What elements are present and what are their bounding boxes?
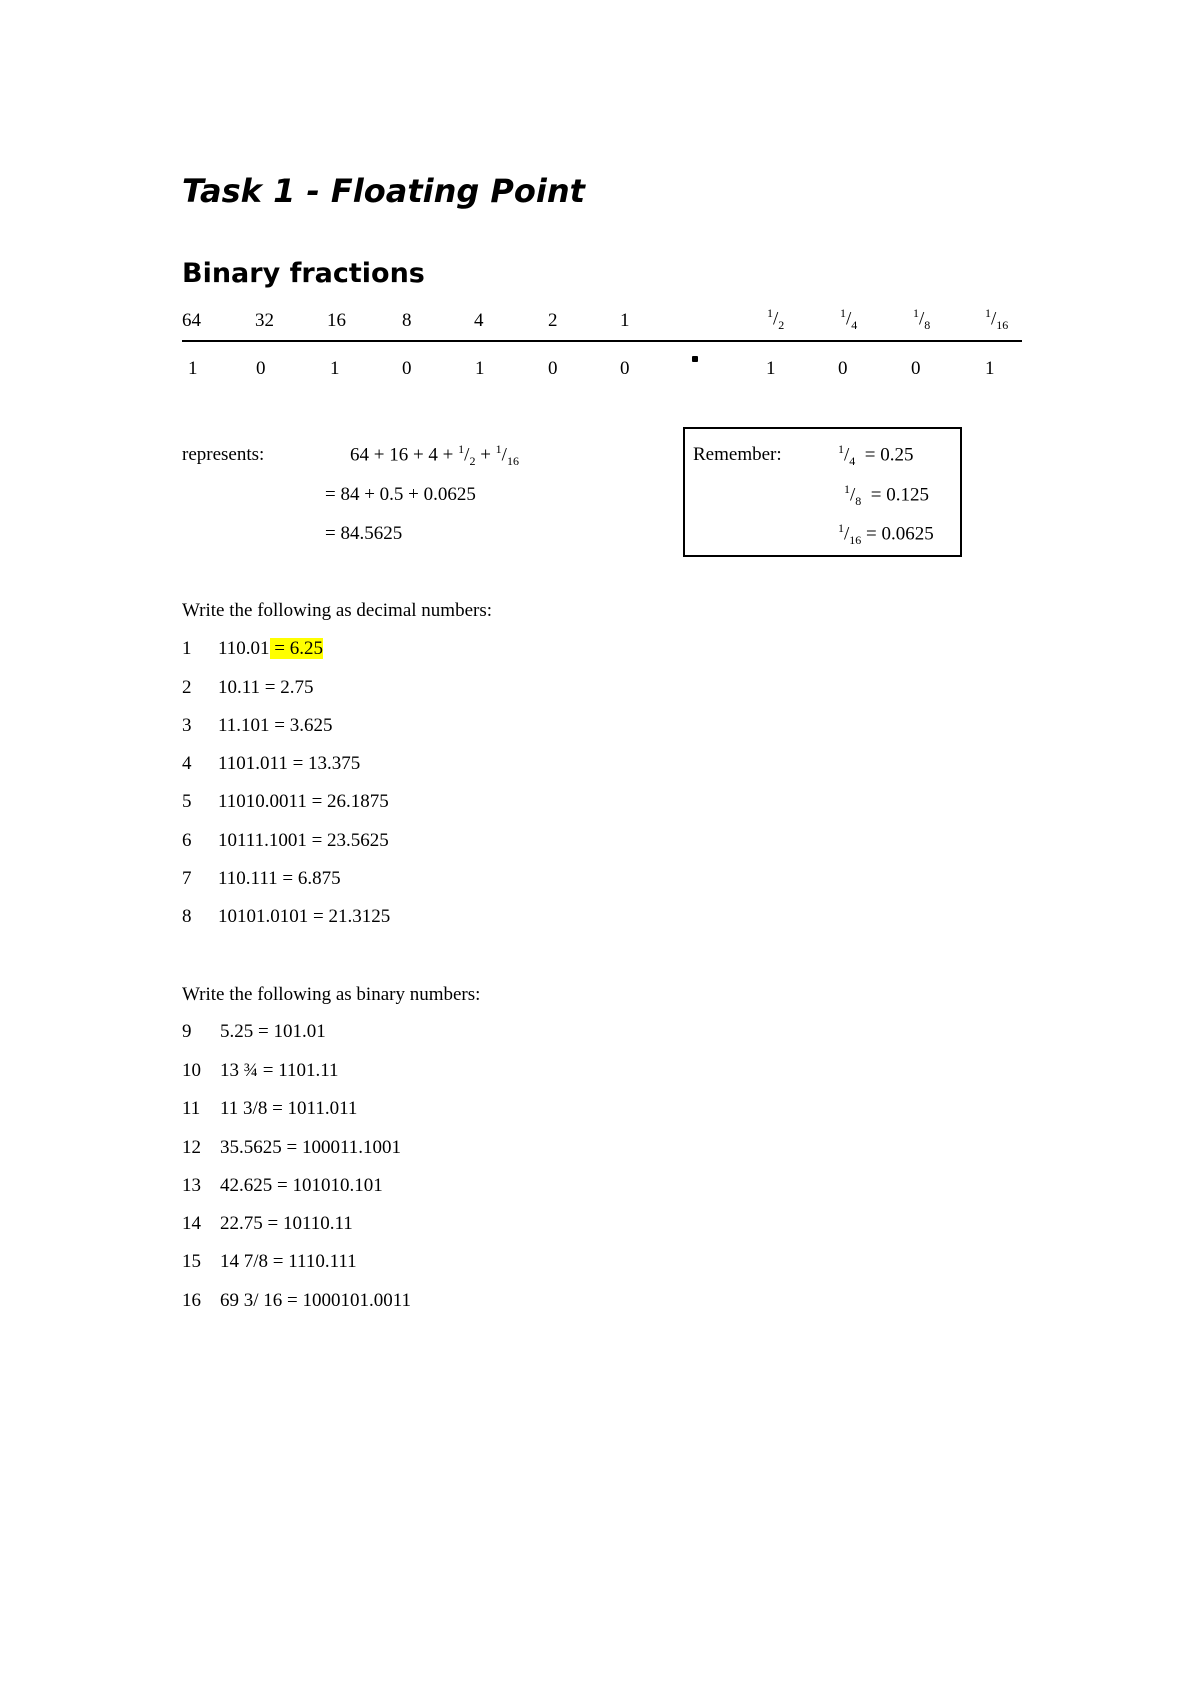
binary-digit: 0: [620, 358, 630, 379]
place-value: 4: [474, 310, 484, 331]
remember-label: Remember:: [693, 444, 782, 465]
exercise-item: 15 14 7/8 = 1110.111: [182, 1251, 357, 1272]
place-value: 64: [182, 310, 201, 331]
remember-row: $^1/_{16} = 0.0625$: [838, 521, 934, 548]
place-value: 8: [402, 310, 412, 331]
exercise-item: 2 10.11 = 2.75: [182, 677, 314, 698]
decimal-instruction: Write the following as decimal numbers:: [182, 600, 493, 621]
represents-label: represents:: [182, 444, 265, 465]
binary-point: [692, 356, 698, 362]
exercise-item: 8 10101.0101 = 21.3125: [182, 906, 391, 927]
binary-digit: 0: [402, 358, 412, 379]
answer-highlight: = 6.25: [269, 638, 324, 659]
binary-digit: 0: [911, 358, 921, 379]
place-value: 32: [255, 310, 274, 331]
exercise-item: 10 13 ¾ = 1101.11: [182, 1060, 339, 1081]
exercise-item: 11 11 3/8 = 1011.011: [182, 1098, 358, 1119]
table-divider: [182, 340, 1022, 342]
binary-digit: 1: [985, 358, 995, 379]
exercise-item: 3 11.101 = 3.625: [182, 715, 333, 736]
binary-instruction: Write the following as binary numbers:: [182, 984, 481, 1005]
binary-digit: 1: [475, 358, 485, 379]
section-heading: Binary fractions: [182, 258, 425, 289]
exercise-item: 6 10111.1001 = 23.5625: [182, 830, 389, 851]
exercise-item: 7 110.111 = 6.875: [182, 868, 341, 889]
binary-digit: 1: [330, 358, 340, 379]
place-value: 1: [620, 310, 630, 331]
binary-digit: 0: [548, 358, 558, 379]
place-value-fraction: $^1/_8$: [913, 306, 931, 333]
exercise-item: 1 110.01 = 6.25: [182, 638, 324, 659]
exercise-item: 5 11010.0011 = 26.1875: [182, 791, 389, 812]
represents-line-1: $64 + 16 + 4 + ^1/_2 + ^1/_{16}$: [350, 442, 519, 469]
exercise-item: 12 35.5625 = 100011.1001: [182, 1137, 402, 1158]
binary-digit: 1: [766, 358, 776, 379]
place-value: 2: [548, 310, 558, 331]
exercise-item: 16 69 3/ 16 = 1000101.0011: [182, 1290, 412, 1311]
binary-digit: 0: [256, 358, 266, 379]
place-value-fraction: $^1/_2$: [767, 306, 785, 333]
binary-digit: 0: [838, 358, 848, 379]
exercise-item: 4 1101.011 = 13.375: [182, 753, 361, 774]
remember-row: $^1/_4 = 0.25$: [838, 442, 914, 469]
place-value-fraction: $^1/_{16}$: [985, 306, 1009, 333]
place-value-fraction: $^1/_4$: [840, 306, 858, 333]
place-value: 16: [327, 310, 346, 331]
page-title: Task 1 - Floating Point: [182, 172, 585, 210]
represents-line-2: = 84 + 0.5 + 0.0625: [325, 484, 476, 505]
exercise-item: 13 42.625 = 101010.101: [182, 1175, 383, 1196]
exercise-item: 14 22.75 = 10110.11: [182, 1213, 353, 1234]
binary-digit: 1: [188, 358, 198, 379]
represents-line-3: = 84.5625: [325, 523, 403, 544]
remember-row: $^1/_8 = 0.125$: [844, 482, 929, 509]
exercise-item: 9 5.25 = 101.01: [182, 1021, 326, 1042]
